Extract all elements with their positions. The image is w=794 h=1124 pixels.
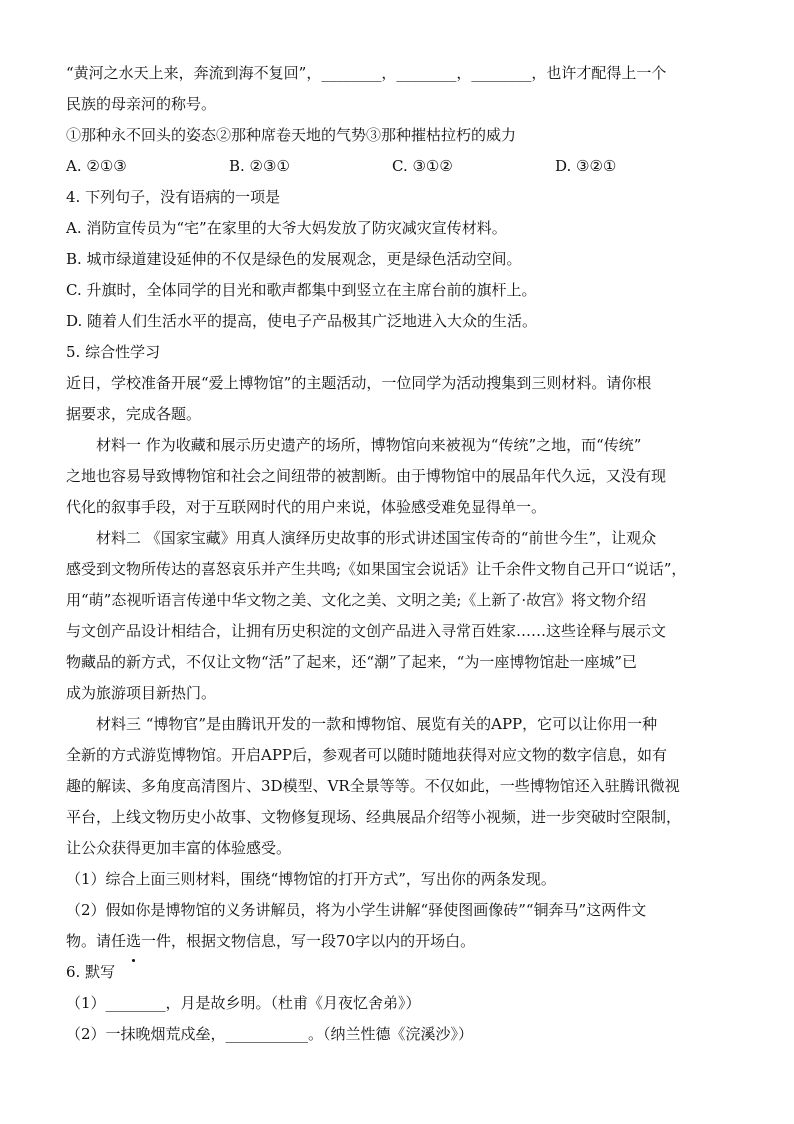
- material-2-line: 成为旅游项目新热门。: [66, 684, 217, 702]
- q4-option-d: D. 随着人们生活水平的提高，使电子产品极其广泛地进入大众的生活。: [66, 312, 538, 330]
- material-2-line: 材料二 《国家宝藏》用真人演绎历史故事的形式讲述国宝传奇的“前世今生”，让观众: [96, 529, 657, 547]
- question-4: [66, 182, 734, 337]
- q5-sub2-text-b: 一件，根据文物信息，写一段70字以内的开场白。: [141, 932, 476, 950]
- material-3-line: 平台，上线文物历史小故事、文物修复现场、经典展品介绍等小视频，进一步突破时空限制，: [66, 808, 682, 826]
- q4-option-c: C. 升旗时，全体同学的目光和歌声都集中到竖立在主席台前的旗杆上。: [66, 281, 537, 299]
- q3-items: ①那种永不回头的姿态②那种席卷天地的气势③那种摧枯拉朽的威力: [66, 126, 517, 144]
- material-1-line: 材料一 作为收藏和展示历史遗产的场所，博物馆向来被视为“传统”之地，而“传统”: [96, 436, 642, 454]
- material-3-line: 让公众获得更加丰富的体验感受。: [66, 839, 292, 857]
- exam-page: [66, 58, 734, 1050]
- material-3-line: 全新的方式游览博物馆。开启APP后，参观者可以随时随地获得对应文物的数字信息，如有: [66, 746, 668, 764]
- q3-stem-line-2: 民族的母亲河的称号。: [66, 95, 217, 113]
- q6-item-1: （1）________，月是故乡明。（杜甫《月夜忆舍弟》）: [66, 994, 421, 1012]
- q3-stem-line-1: “黄河之水天上来，奔流到海不复回”，________，________，________，也许才配得上一个: [66, 64, 667, 82]
- q4-option-b: B. 城市绿道建设延伸的不仅是绿色的发展观念，更是绿色活动空间。: [66, 250, 522, 268]
- q5-sub-question-2-line-1: （2）假如你是博物馆的义务讲解员，将为小学生讲解“驿使图画像砖”“铜奔马”这两件文: [66, 901, 647, 919]
- q5-title: 5. 综合性学习: [66, 343, 161, 361]
- q4-option-a: A. 消防宣传员为“宅”在家里的大爷大妈发放了防灾减灾宣传材料。: [66, 219, 507, 237]
- material-2-line: 感受到文物所传达的喜怒哀乐并产生共鸣;《如果国宝会说话》让千余件文物自己开口“说话”，: [66, 560, 687, 578]
- question-5: [66, 337, 734, 957]
- material-2-line: 物藏品的新方式，不仅让文物“活”了起来，还“潮”了起来，“为一座博物馆赴一座城”已: [66, 653, 638, 671]
- q3-option-a: A. ②①③: [66, 157, 127, 175]
- q5-sub-question-1: （1）综合上面三则材料，围绕“博物馆的打开方式”，写出你的两条发现。: [66, 870, 556, 888]
- q3-option-d: D. ③②①: [555, 157, 617, 175]
- q5-sub2-text-a: 物。请任: [66, 932, 127, 950]
- material-3-line: 材料三 “博物官”是由腾讯开发的一款和博物馆、展览有关的APP，它可以让你用一种: [96, 715, 658, 733]
- material-2-line: 与文创产品设计相结合，让拥有历史积淀的文创产品进入寻常百姓家……这些诠释与展示文: [66, 622, 667, 640]
- q6-item-2: （2）一抹晚烟荒戍垒，___________。（纳兰性德《浣溪沙》）: [66, 1025, 474, 1043]
- q5-intro-line: 据要求，完成各题。: [66, 405, 202, 423]
- q3-option-c: C. ③①②: [392, 157, 453, 175]
- material-1-line: 代化的叙事手段，对于互联网时代的用户来说，体验感受难免显得单一。: [66, 498, 547, 516]
- q3-options: [66, 151, 734, 182]
- question-6: [66, 957, 734, 1050]
- material-1-line: 之地也容易导致博物馆和社会之间纽带的被割断。由于博物馆中的展品年代久远，又没有现: [66, 467, 667, 485]
- q5-sub-question-2-line-2: [66, 926, 734, 957]
- q6-title: 6. 默写: [66, 963, 116, 981]
- material-3-line: 趣的解读、多角度高清图片、3D模型、VR全景等等。不仅如此，一些博物馆还入驻腾讯微视: [66, 777, 680, 795]
- material-2-line: 用“萌”态视听语言传递中华文物之美、文化之美、文明之美;《上新了·故宫》将文物介绍: [66, 591, 647, 609]
- emphasis-dot-char: 选: [126, 926, 141, 957]
- q5-intro-line: 近日，学校准备开展“爱上博物馆”的主题活动，一位同学为活动搜集到三则材料。请你根: [66, 374, 652, 392]
- question-3: [66, 58, 734, 182]
- q3-option-b: B. ②③①: [229, 157, 290, 175]
- q4-title: 4. 下列句子，没有语病的一项是: [66, 188, 281, 206]
